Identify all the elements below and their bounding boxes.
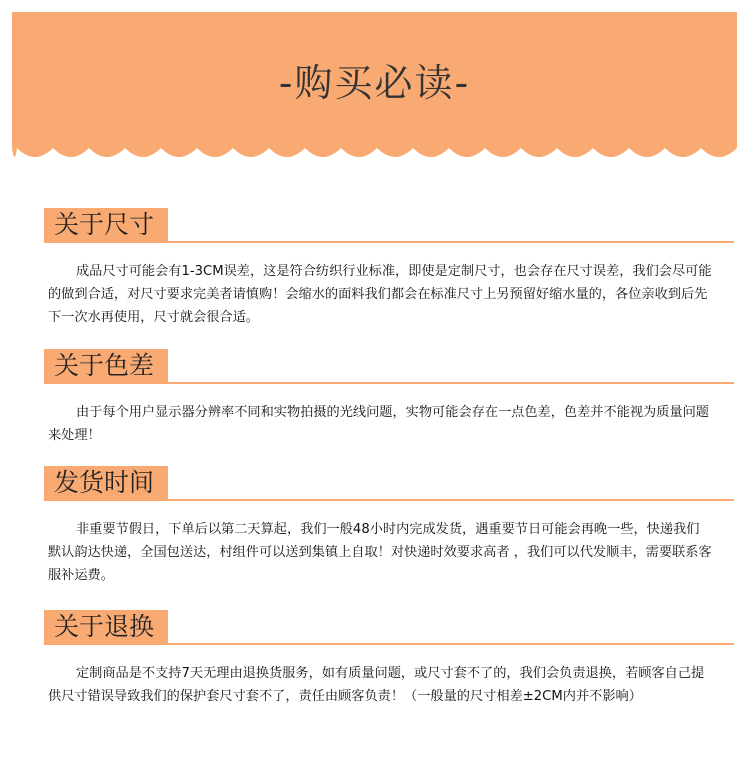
section-body: 由于每个用户显示器分辨率不同和实物拍摄的光线问题，实物可能会存在一点色差，色差并不能视为质量问题来处理！ [48,405,709,443]
page-title: -购买必读- [278,61,471,105]
section-body: 定制商品是不支持7天无理由退换货服务，如有质量问题，或尺寸套不了的，我们会负责退换，若顾客自己提供尺寸错误导致我们的保护套尺寸套不了，责任由顾客负责！（一般量的尺寸相差±2CM内并不影响） [48,666,705,704]
banner [12,12,737,160]
section-title: 关于色差 [44,349,168,383]
section-header [44,349,734,385]
section-color-difference [44,349,734,447]
section-shipping-time [44,466,734,587]
section-header [44,466,734,502]
section-divider [44,643,734,645]
section-title: 关于尺寸 [44,208,168,242]
section-header [44,610,734,646]
section-title: 关于退换 [44,610,168,644]
section-divider [44,241,734,243]
section-divider [44,499,734,501]
section-size [44,208,734,329]
section-returns [44,610,734,708]
section-body: 成品尺寸可能会有1-3CM误差，这是符合纺织行业标准，即使是定制尺寸，也会存在尺寸误差，我们会尽可能的做到合适，对尺寸要求完美者请慎购！会缩水的面料我们都会在标准尺寸上另预留好缩水量的，各位亲收到后先下一次水再使用，尺寸就会很合适。 [48,264,712,325]
section-header [44,208,734,244]
section-title: 发货时间 [44,466,168,500]
section-body: 非重要节假日，下单后以第二天算起，我们一般48小时内完成发货，遇重要节日可能会再晚一些，快递我们默认韵达快递，全国包送达，村组件可以送到集镇上自取！对快递时效要求高者 ，我们可以代发顺丰，需要联系客服补运费。 [48,522,712,583]
section-divider [44,382,734,384]
